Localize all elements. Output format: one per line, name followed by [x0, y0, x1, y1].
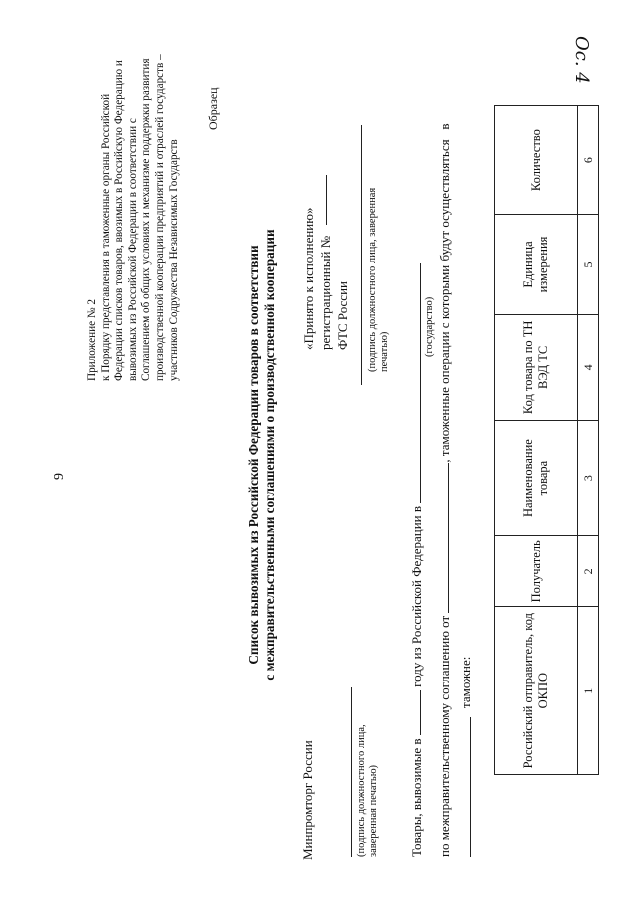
signature-caption-right: (подпись должностного лица, заверенная печатью) — [367, 187, 390, 372]
accepted-line-2: регистрационный № — [318, 235, 333, 350]
goods-sentence-part1: Товары, вывозимые в — [409, 738, 424, 857]
document-title — [246, 155, 278, 755]
goods-sentence — [408, 263, 425, 857]
accepted-line-1: «Принято к исполнению» — [301, 207, 316, 350]
accepted-line-3: ФТС России — [335, 281, 350, 350]
customs-label: таможне: — [458, 656, 473, 708]
appendix-text: к Порядку представления в таможенные органы Российской Федерации списков товаров, ввозимых в Российскую Федерацию и вывозимых из Российской Федерации в соответствии с Соглашением об общих условиях и механизме поддержки развития производственной кооперации предприятий и отраслей государств – участников Содружества Независимых Государств — [99, 54, 180, 381]
goods-sentence-part2: году из Российской Федерации в — [409, 505, 424, 687]
year-blank — [408, 690, 421, 735]
agreement-sentence-part2: , таможенные операции с которыми будут осуществляться — [437, 139, 452, 463]
table-header-cell: Наименование товара — [495, 420, 578, 535]
accepted-block — [300, 208, 351, 350]
registration-number-line — [326, 175, 327, 225]
page-number: 9 — [52, 473, 67, 480]
table-number-cell: 5 — [578, 215, 599, 315]
agreement-sentence — [436, 124, 453, 858]
table-header-cell: Код товара по ТН ВЭД ТС — [495, 314, 578, 420]
signature-line-left — [351, 687, 352, 857]
table-number-row — [578, 106, 599, 775]
appendix-block — [86, 51, 181, 381]
table-header-cell: Количество — [495, 106, 578, 215]
appendix-heading: Приложение № 2 — [86, 299, 98, 381]
agreement-date-blank — [436, 518, 449, 613]
table-header-cell: Получатель — [495, 536, 578, 607]
table-number-cell: 2 — [578, 536, 599, 607]
table-number-cell: 4 — [578, 314, 599, 420]
agreement-number-blank — [436, 463, 449, 518]
customs-blank — [470, 717, 471, 857]
ministry-label: Минпромторг России — [300, 740, 315, 860]
signature-mark: Ос. 4 — [571, 36, 592, 84]
table-header-cell: Российский отправитель, код ОКПО — [495, 607, 578, 775]
table-header-row — [495, 106, 578, 775]
table-number-cell: 3 — [578, 420, 599, 535]
goods-table — [494, 105, 599, 775]
agreement-sentence-part3: в — [437, 123, 452, 130]
title-line-1: Список вывозимых из Российской Федерации товаров в соответствии — [246, 245, 261, 665]
signature-line-right — [361, 125, 362, 385]
signature-caption-left: (подпись должностного лица, заверенная печатью) — [356, 724, 379, 857]
state-caption: (государство) — [424, 296, 435, 357]
table-number-cell: 6 — [578, 106, 599, 215]
agreement-sentence-part1: по межправительственному соглашению от — [437, 615, 452, 857]
title-line-2: с межправительственными соглашениями о производственной кооперации — [262, 229, 277, 681]
table-number-cell: 1 — [578, 607, 599, 775]
sample-label: Образец — [206, 87, 220, 130]
table-header-cell: Единица измерения — [495, 215, 578, 315]
state-blank — [408, 263, 421, 503]
